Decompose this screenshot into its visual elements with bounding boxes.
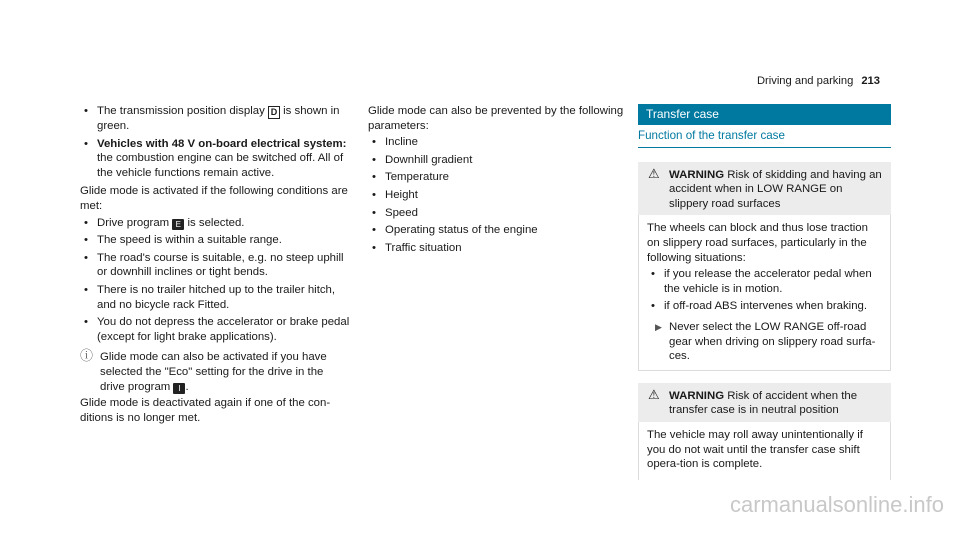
list-item: • Downhill gradient: [372, 153, 473, 166]
warning-body: The wheels can block and thus lose traction on slippery road surfaces, particularly in the following situations: • if you release the accelerator pedal when the vehicle is in motion. • if off-road ABS intervenes when braking. ▶ Never select the LOW RANGE off-road gear when driving on slippery road surfa-ces.: [638, 215, 891, 370]
warning-triangle-icon: ⚠: [648, 386, 660, 402]
action-arrow-icon: ▶: [655, 321, 662, 332]
list-item: • Traffic situation: [372, 241, 462, 254]
warning-header: ⚠ WARNING Risk of skidding and having an accident when in LOW RANGE on slippery road surfaces: [638, 162, 891, 216]
list-item: • Temperature: [372, 171, 449, 184]
page-header: [757, 74, 880, 89]
section-banner: Transfer case: [638, 104, 891, 125]
warning-header: ⚠ WARNING Risk of accident when the transfer case is in neutral position: [638, 383, 891, 422]
column-right: [638, 104, 891, 492]
list-item: • You do not depress the accelerator or brake pedal (except for light brake applications).: [84, 316, 350, 343]
action-step: ▶ Never select the LOW RANGE off-road gear when driving on slippery road surfa-ces.: [655, 320, 876, 363]
list-item: • The road's course is suitable, e.g. no steep uphill or downhill inclines or tight bends.: [84, 251, 344, 279]
list-item: • There is no trailer hitched up to the trailer hitch, and no bicycle rack Fitted.: [84, 283, 336, 311]
warning-box-skidding: [638, 162, 891, 371]
bullet-list-conditions: [80, 216, 350, 345]
transmission-d-icon: D: [268, 106, 280, 119]
section-title: Driving and parking: [756, 75, 854, 87]
warning-triangle-icon: ⚠: [648, 165, 660, 181]
bullet-list-situations: [647, 267, 882, 314]
watermark: carmanualsonline.info: [729, 492, 944, 517]
column-left: [80, 104, 350, 427]
list-item: • Drive program E is selected.: [84, 216, 245, 229]
paragraph: Glide mode is activated if the following conditions are met:: [80, 185, 348, 212]
list-item: • The transmission position display D is shown in green.: [84, 105, 340, 132]
info-note: ⓘ Glide mode can also be activated if you have selected the "Eco" setting for the drive in the drive program I .: [80, 348, 327, 393]
paragraph: Glide mode is deactivated again if one of the con-ditions is no longer met.: [80, 397, 331, 424]
list-item: • Operating status of the engine: [372, 224, 538, 237]
drive-program-e-icon: E: [172, 219, 184, 230]
list-item: • if off-road ABS intervenes when braking.: [651, 300, 868, 313]
list-item: • Speed: [372, 206, 418, 219]
warning-body: The vehicle may roll away unintentionally if you do not wait until the transfer case shift opera-tion is complete.: [638, 422, 891, 480]
list-item: • Height: [372, 188, 418, 201]
page-number: 213: [861, 75, 880, 87]
bullet-list-status: [80, 104, 350, 180]
list-item: • if you release the accelerator pedal when the vehicle is in motion.: [651, 268, 872, 295]
list-item: • Vehicles with 48 V on-board electrical system: the combustion engine can be switched off. All of the vehicle functions remain active.: [84, 137, 347, 179]
list-item: • Incline: [372, 136, 418, 149]
paragraph: Glide mode can also be prevented by the following parameters:: [368, 105, 624, 132]
info-icon: ⓘ: [80, 348, 94, 364]
column-middle: [368, 104, 624, 259]
list-item: • The speed is within a suitable range.: [84, 234, 282, 247]
subsection-heading: Function of the transfer case: [638, 129, 891, 148]
bullet-list-parameters: [368, 135, 624, 255]
warning-box-neutral: [638, 383, 891, 480]
drive-program-individual-icon: I: [173, 383, 185, 394]
